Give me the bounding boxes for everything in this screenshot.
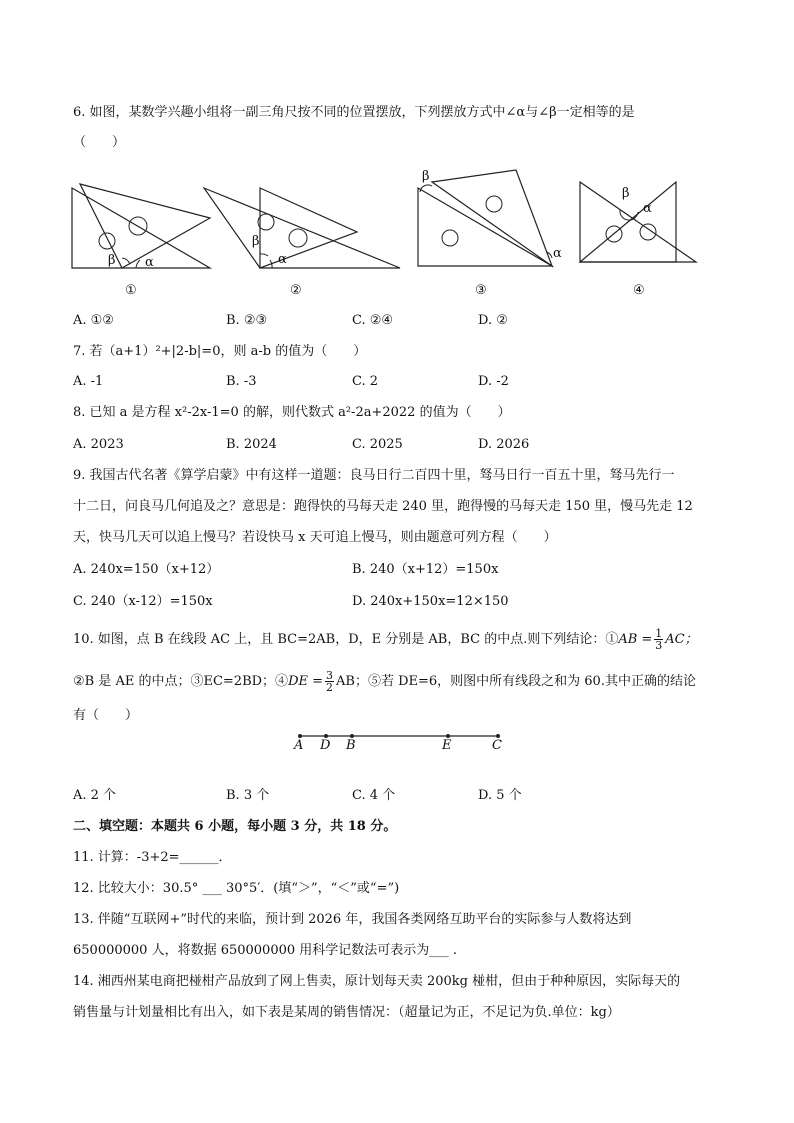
- q6-figure-3: [412, 166, 557, 270]
- q9-option-a: A. 240x=150（x+12）: [73, 562, 220, 577]
- q9-line-3: 天，快马几天可以追上慢马？若设快马 x 天可追上慢马，则由题意可列方程（ ）: [73, 530, 557, 545]
- q10-point-b: B: [346, 738, 356, 753]
- q7-option-b: B. -3: [226, 374, 257, 389]
- q6-figure-1: [70, 180, 215, 272]
- q14-line-1: 14. 湘西州某电商把椪柑产品放到了网上售卖，原计划每天卖 200kg 椪柑，但由于种种原因，实际每天的: [73, 974, 681, 989]
- q6-fig3-label: ③: [475, 283, 487, 298]
- q8-option-a: A. 2023: [73, 437, 124, 452]
- q10-eq-ab: AB =: [618, 632, 653, 647]
- q10-option-b: B. 3 个: [226, 788, 270, 803]
- q9-option-c: C. 240（x-12）=150x: [73, 594, 213, 609]
- q6-fig2-label: ②: [290, 283, 302, 298]
- q6-option-a: A. ①②: [73, 313, 114, 328]
- q9-option-d: D. 240x+150x=12×150: [352, 594, 509, 609]
- q10-line-3: 有（ ）: [73, 708, 139, 723]
- q13-line-1: 13. 伴随“互联网+”时代的来临，预计到 2026 年，我国各类网络互助平台的实际参与人数将达到: [73, 912, 632, 927]
- q7-stem: 7. 若（a+1）²+|2-b|=0，则 a-b 的值为（ ）: [73, 344, 367, 359]
- q7-option-c: C. 2: [352, 374, 379, 389]
- q10-fraction-3-2: $\frac{3}{2}$: [326, 669, 333, 694]
- q6-option-d: D. ②: [478, 313, 508, 328]
- q10-point-c: C: [492, 738, 502, 753]
- q6-figure-2: [202, 184, 402, 272]
- q10-option-a: A. 2 个: [73, 788, 117, 803]
- q6-fig4-label: ④: [633, 283, 645, 298]
- q10-line-2-text: ②B 是 AE 的中点；③EC=2BD；④: [73, 674, 289, 689]
- q7-option-a: A. -1: [73, 374, 104, 389]
- q6-fig2-alpha: α: [278, 252, 287, 267]
- q10-option-c: C. 4 个: [352, 788, 396, 803]
- q6-option-b: B. ②③: [226, 313, 268, 328]
- q13-line-2: 650000000 人，将数据 650000000 用科学记数法可表示为___ .: [73, 943, 458, 958]
- q9-line-2: 十二日，问良马几何追及之？意思是：跑得快的马每天走 240 里，跑得慢的马每天走 150 里，慢马先走 12: [73, 499, 693, 514]
- q12-stem: 12. 比较大小：30.5° ___ 30°5′．(填“＞”，“＜”或“=”): [73, 881, 400, 896]
- q10-option-d: D. 5 个: [478, 788, 522, 803]
- q10-line-1: [73, 628, 698, 651]
- q6-fig1-alpha: α: [145, 255, 154, 270]
- q7-option-d: D. -2: [478, 374, 509, 389]
- q6-fig1-label: ①: [125, 283, 137, 298]
- q10-line-1-text: 10. 如图，点 B 在线段 AC 上，且 BC=2AB，D，E 分别是 AB，BC 的中点.则下列结论：①: [73, 632, 619, 647]
- q6-fig3-beta: β: [422, 169, 430, 184]
- q10-point-d: D: [320, 738, 331, 753]
- q6-fig3-alpha: α: [553, 246, 562, 261]
- q14-line-2: 销售量与计划量相比有出入，如下表是某周的销售情况：（超量记为正，不足记为负.单位：kg）: [73, 1005, 620, 1020]
- q6-fig4-alpha: α: [643, 201, 652, 216]
- q6-fig4-beta: β: [622, 186, 630, 201]
- q10-eq-ac: AC；: [665, 632, 698, 647]
- q10-line-2: [73, 670, 696, 693]
- q10-eq-de: DE =: [288, 674, 323, 689]
- q6-option-c: C. ②④: [352, 313, 394, 328]
- q6-fig2-beta: β: [252, 234, 260, 249]
- q8-option-d: D. 2026: [478, 437, 530, 452]
- q9-line-1: 9. 我国古代名著《算学启蒙》中有这样一道题：良马日行二百四十里，驽马日行一百五十里，驽马先行一: [73, 468, 675, 483]
- q9-option-b: B. 240（x+12）=150x: [352, 562, 499, 577]
- q11-stem: 11. 计算：-3+2=______．: [73, 850, 232, 865]
- q6-fig1-beta: β: [108, 253, 116, 268]
- q10-point-a: A: [294, 738, 304, 753]
- q10-fraction-1-3: $\frac{1}{3}$: [655, 627, 663, 652]
- q6-paren: （ ）: [73, 135, 126, 150]
- q8-option-b: B. 2024: [226, 437, 277, 452]
- q10-line-2-tail: AB；⑤若 DE=6，则图中所有线段之和为 60.其中正确的结论: [336, 674, 696, 689]
- q6-figure-4: [576, 178, 706, 266]
- section-2-heading: 二、填空题：本题共 6 小题，每小题 3 分，共 18 分。: [73, 819, 397, 834]
- q10-point-e: E: [442, 738, 452, 753]
- q8-stem: 8. 已知 a 是方程 x²-2x-1=0 的解，则代数式 a²-2a+2022 的值为（ ）: [73, 405, 511, 420]
- q6-stem: 6. 如图，某数学兴趣小组将一副三角尺按不同的位置摆放，下列摆放方式中∠α与∠β一定相等的是: [73, 105, 635, 120]
- q8-option-c: C. 2025: [352, 437, 403, 452]
